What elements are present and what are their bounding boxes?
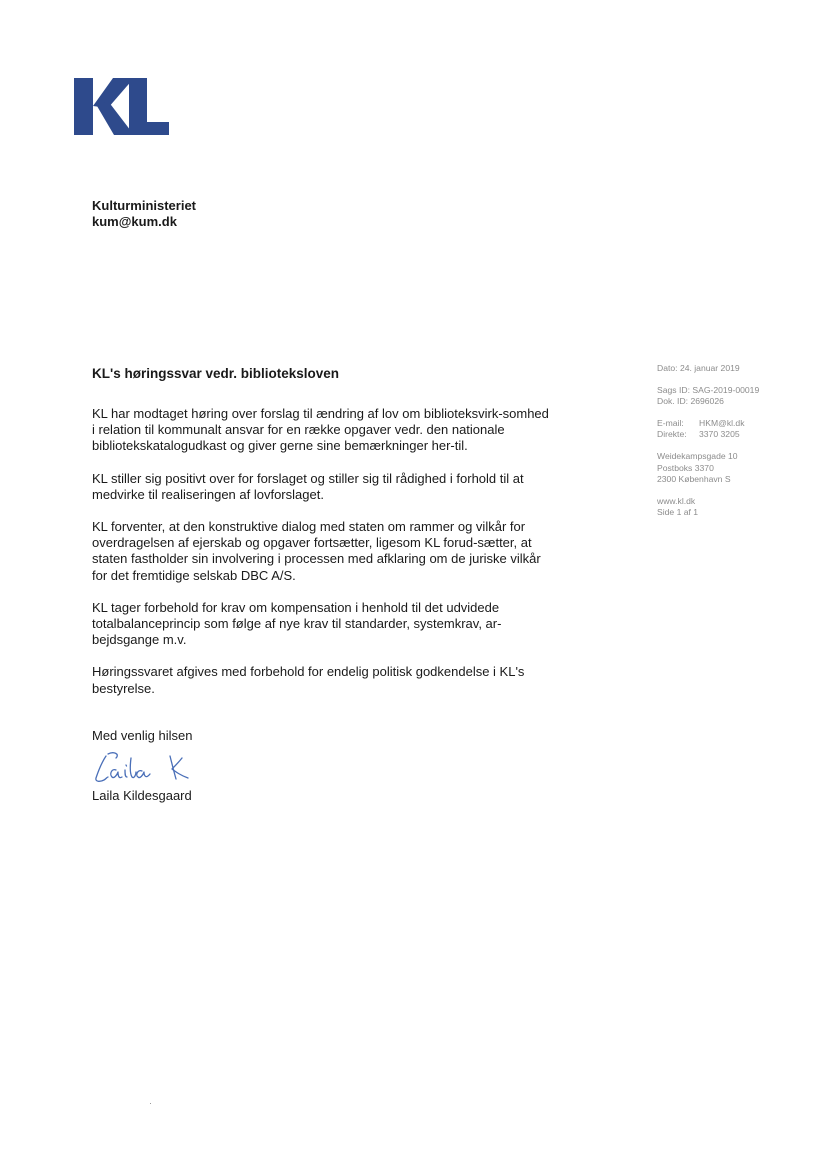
email-value: HKM@kl.dk <box>699 417 745 428</box>
paragraph-5: Høringssvaret afgives med forbehold for endelig politisk godkendelse i KL's bestyrelse. <box>92 664 525 696</box>
signer-name: Laila Kildesgaard <box>92 788 192 803</box>
page-number: Side 1 af 1 <box>657 507 699 518</box>
handwritten-signature <box>92 748 202 791</box>
document-metadata <box>657 363 759 529</box>
paragraph-3: KL forventer, at den konstruktive dialog med staten om rammer og vilkår for overdragelsen af ejerskab og opgaver fortsætter, ligesom KL forud-sætter, at staten fastholder sin involvering i processen med afklaring om de juriske vilkår for det fremtidige selskab DBC A/S. <box>92 519 541 583</box>
sags-id-label: Sags ID: <box>657 384 690 395</box>
email-row <box>657 418 759 430</box>
dok-id-row <box>657 396 759 408</box>
logo-k-lower-arm <box>97 101 134 135</box>
sags-id-row <box>657 385 759 397</box>
logo-l <box>129 78 169 135</box>
logo-k-stem <box>74 78 93 135</box>
letter-subject: KL's høringssvar vedr. biblioteksloven <box>92 366 340 381</box>
closing-phrase: Med venlig hilsen <box>92 728 193 743</box>
direkte-row <box>657 429 759 441</box>
recipient-email: kum@kum.dk <box>92 214 177 229</box>
address-line: 2300 København S <box>657 474 731 485</box>
email-label: E-mail: <box>657 417 684 428</box>
date-value: 24. januar 2019 <box>679 363 740 373</box>
address-line: Weidekampsgade 10 <box>657 450 738 461</box>
direkte-label: Direkte: <box>657 429 687 440</box>
kl-logo <box>74 77 170 142</box>
sags-id-value: SAG-2019-00019 <box>692 384 760 395</box>
paragraph-1: KL har modtaget høring over forslag til ændring af lov om biblioteksvirk-somhed i relation til kommunalt ansvar for en række opgaver vedr. den nationale bibliotekskatalogudkast og giver gerne sine bemærkninger her-til. <box>92 406 549 454</box>
letter-body <box>92 406 554 713</box>
paragraph-2: KL stiller sig positivt over for forslaget og stiller sig til rådighed i forhold til at medvirke til realiseringen af lovforslaget. <box>92 470 524 502</box>
logo-k-upper-arm <box>93 78 134 108</box>
scan-speck <box>150 1103 151 1104</box>
paragraph-4: KL tager forbehold for krav om kompensation i henhold til det udvidede totalbalanceprincip som følge af nye krav til standarder, systemkrav, ar-bejdsgange m.v. <box>92 599 502 648</box>
dok-id-value: 2696026 <box>690 396 724 407</box>
dok-id-label: Dok. ID: <box>657 396 689 407</box>
direkte-value: 3370 3205 <box>699 429 740 440</box>
recipient-address <box>92 198 196 230</box>
date-row <box>657 363 759 375</box>
website: www.kl.dk <box>657 495 696 506</box>
recipient-name: Kulturministeriet <box>92 198 197 213</box>
date-label: Dato: <box>657 363 678 373</box>
address-line: Postboks 3370 <box>657 462 714 473</box>
